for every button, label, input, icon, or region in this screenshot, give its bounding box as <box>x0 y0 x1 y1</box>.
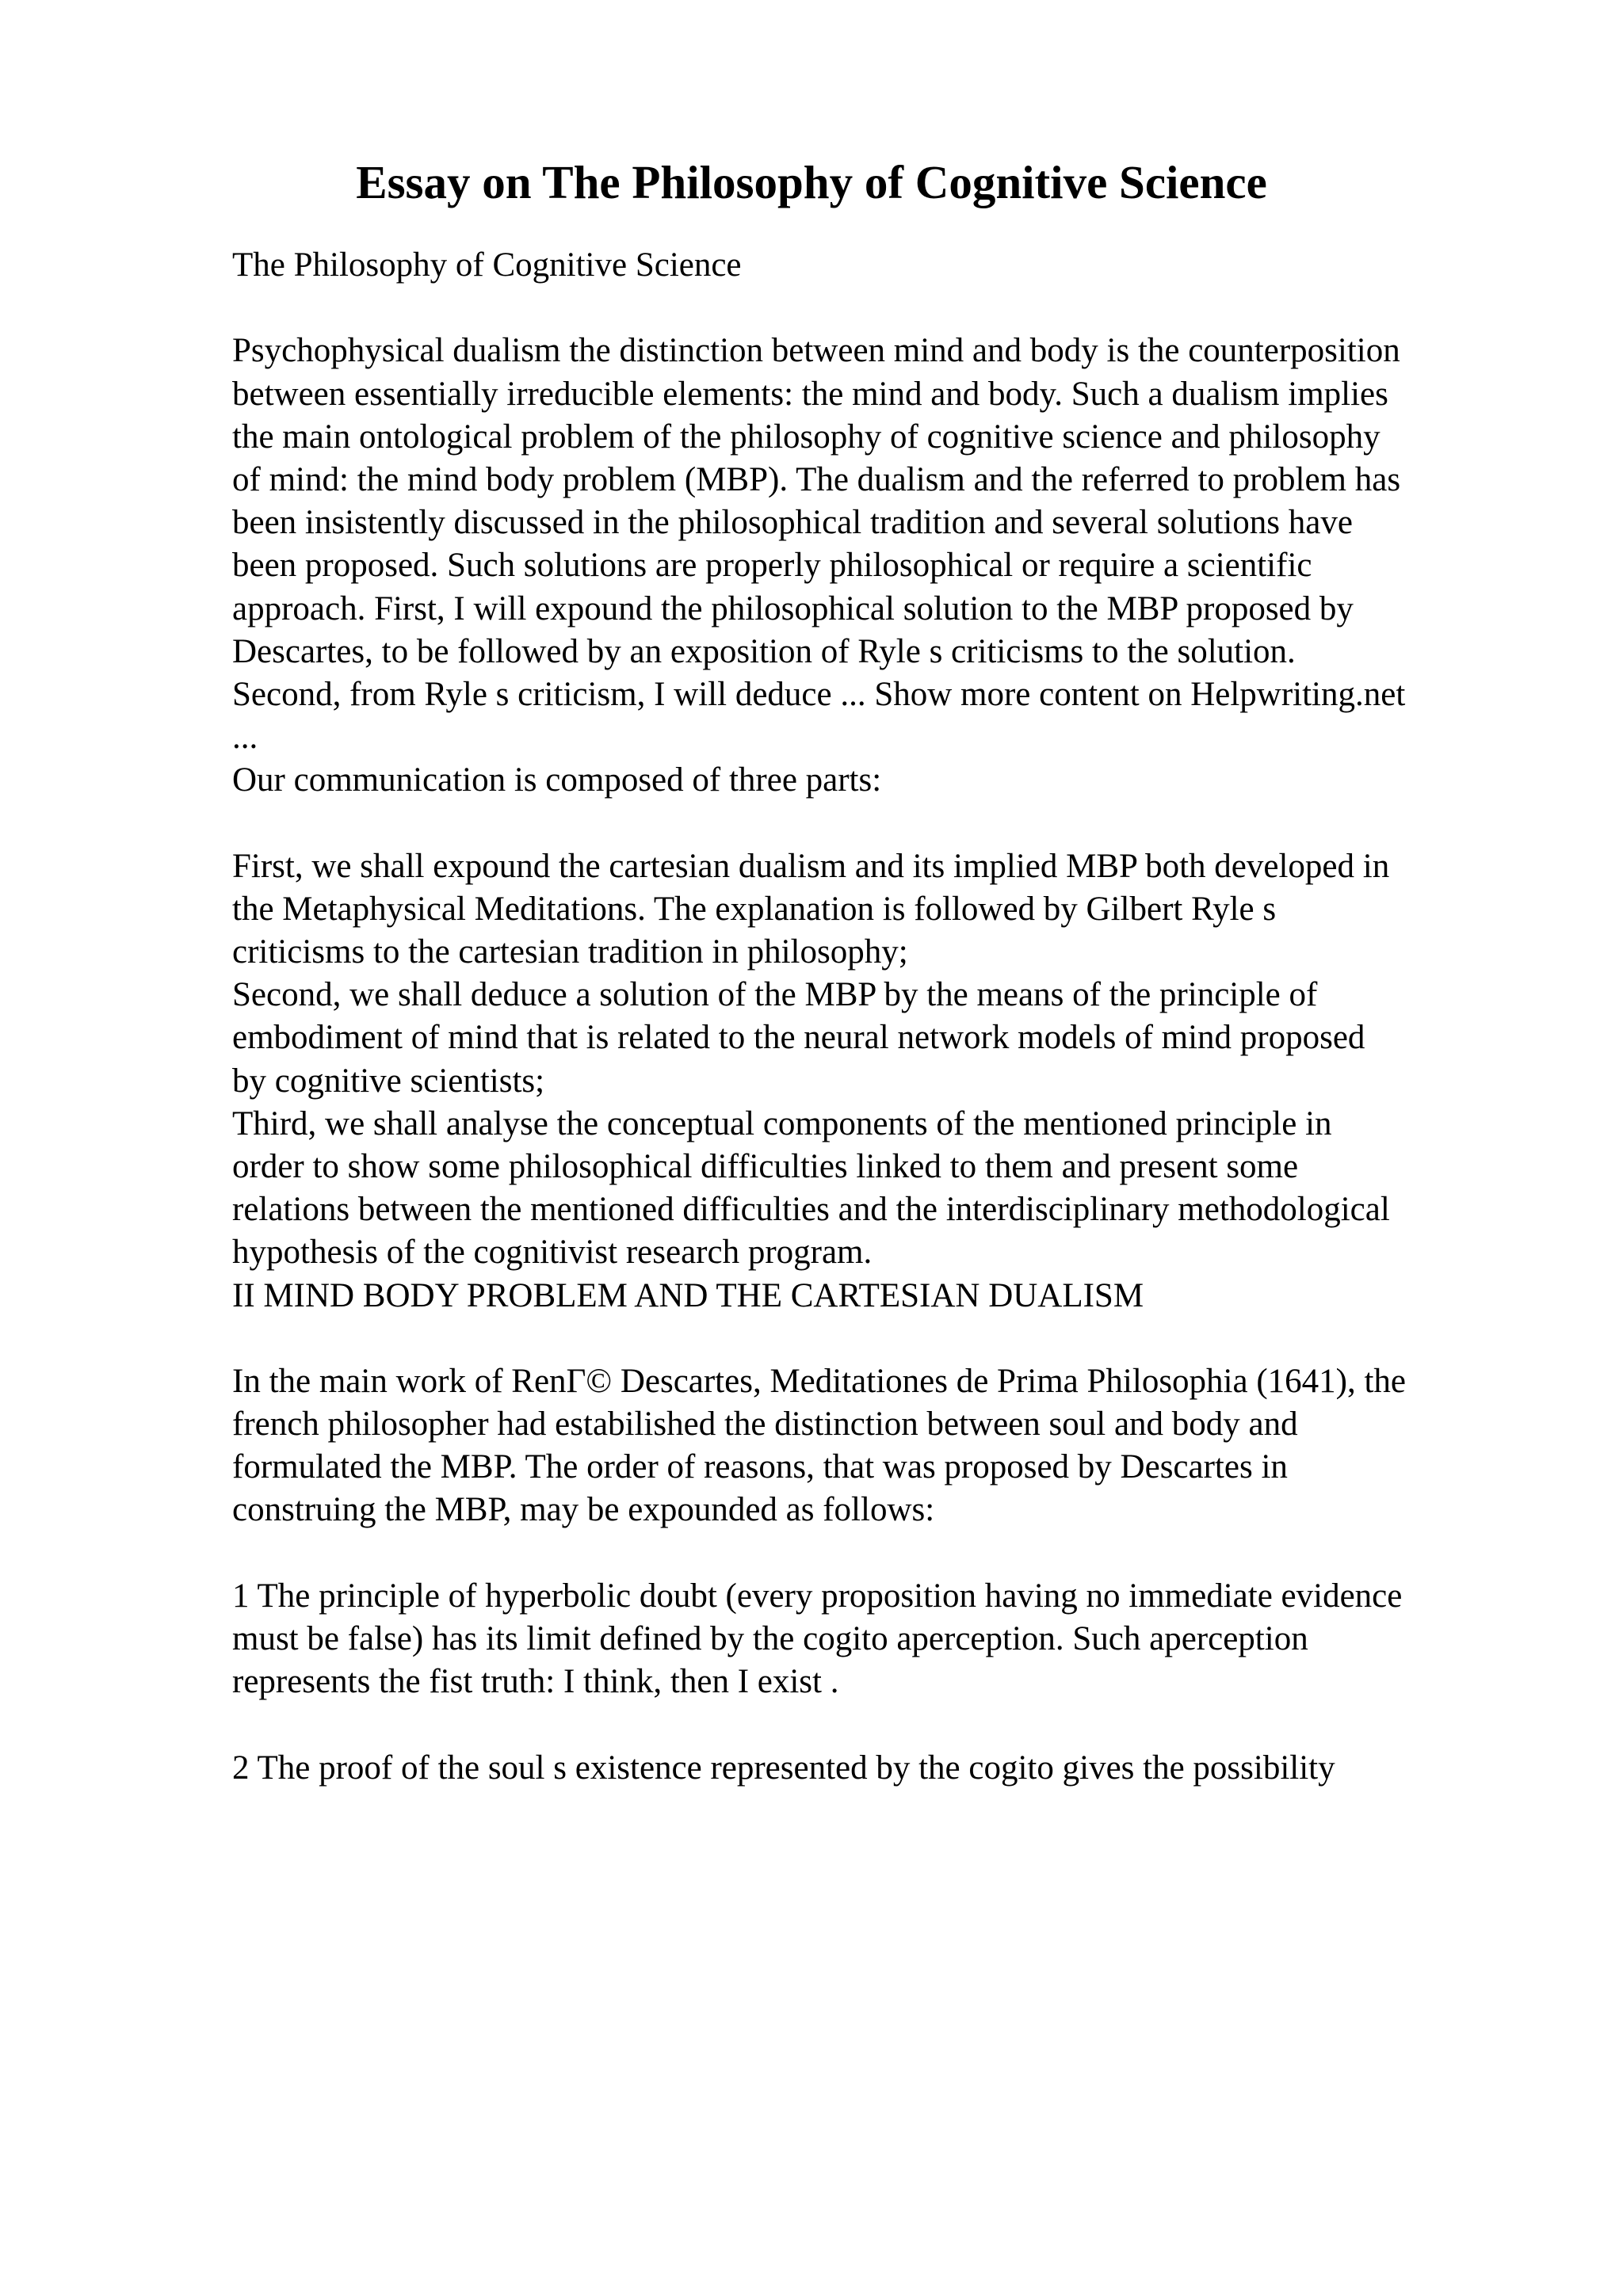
text-line: construing the MBP, may be expounded as follows: <box>232 1491 935 1529</box>
paragraph <box>232 1747 1579 1790</box>
text-line: Psychophysical dualism the distinction between mind and body is the counterposition <box>232 332 1400 370</box>
paragraph <box>232 845 1579 1318</box>
text-line: II MIND BODY PROBLEM AND THE CARTESIAN DUALISM <box>232 1276 1144 1314</box>
text-line: Second, from Ryle s criticism, I will deduce ... Show more content on Helpwriting.net <box>232 675 1406 713</box>
paragraph <box>232 330 1579 802</box>
text-line: embodiment of mind that is related to the neural network models of mind proposed <box>232 1019 1365 1057</box>
text-line: the Metaphysical Meditations. The explanation is followed by Gilbert Ryle s <box>232 890 1277 928</box>
text-line: hypothesis of the cognitivist research program. <box>232 1234 873 1272</box>
text-line: Third, we shall analyse the conceptual components of the mentioned principle in <box>232 1104 1332 1142</box>
text-line: In the main work of RenΓ© Descartes, Meditationes de Prima Philosophia (1641), the <box>232 1362 1407 1400</box>
paragraph-gap <box>232 1318 1579 1360</box>
text-line: of mind: the mind body problem (MBP). The dualism and the referred to problem has <box>232 460 1401 498</box>
text-line: ... <box>232 719 258 757</box>
essay-body <box>232 244 1579 1790</box>
text-line: 1 The principle of hyperbolic doubt (every proposition having no immediate evidence <box>232 1577 1403 1615</box>
text-line: relations between the mentioned difficulties and the interdisciplinary methodological <box>232 1191 1390 1229</box>
text-line: Our communication is composed of three parts: <box>232 761 882 799</box>
text-line: by cognitive scientists; <box>232 1062 545 1100</box>
text-line: First, we shall expound the cartesian dualism and its implied MBP both developed in <box>232 847 1390 885</box>
paragraph-gap <box>232 287 1579 330</box>
text-line: Second, we shall deduce a solution of the MBP by the means of the principle of <box>232 976 1318 1014</box>
text-line: between essentially irreducible elements: the mind and body. Such a dualism implies <box>232 375 1388 413</box>
text-line: 2 The proof of the soul s existence represented by the cogito gives the possibility <box>232 1749 1335 1787</box>
text-line: french philosopher had estabilished the distinction between soul and body and <box>232 1405 1298 1444</box>
text-line: criticisms to the cartesian tradition in philosophy; <box>232 933 908 971</box>
paragraph-gap <box>232 1532 1579 1575</box>
paragraph-gap <box>232 1703 1579 1746</box>
text-line: Descartes, to be followed by an exposition of Ryle s criticisms to the solution. <box>232 632 1296 670</box>
text-line: been insistently discussed in the philosophical tradition and several solutions have <box>232 504 1353 542</box>
text-line: been proposed. Such solutions are properly philosophical or require a scientific <box>232 547 1312 585</box>
text-line: formulated the MBP. The order of reasons, that was proposed by Descartes in <box>232 1448 1288 1486</box>
paragraph <box>232 1360 1579 1532</box>
text-line: the main ontological problem of the philosophy of cognitive science and philosophy <box>232 418 1381 456</box>
paragraph <box>232 244 1579 287</box>
paragraph-gap <box>232 802 1579 845</box>
text-line: The Philosophy of Cognitive Science <box>232 246 742 284</box>
text-line: order to show some philosophical difficulties linked to them and present some <box>232 1147 1299 1185</box>
text-line: approach. First, I will expound the philosophical solution to the MBP proposed by <box>232 589 1354 627</box>
text-line: must be false) has its limit defined by the cogito aperception. Such aperception <box>232 1620 1308 1657</box>
paragraph <box>232 1575 1579 1704</box>
page-title: Essay on The Philosophy of Cognitive Science <box>356 156 1267 208</box>
text-line: represents the fist truth: I think, then I exist . <box>232 1663 839 1701</box>
